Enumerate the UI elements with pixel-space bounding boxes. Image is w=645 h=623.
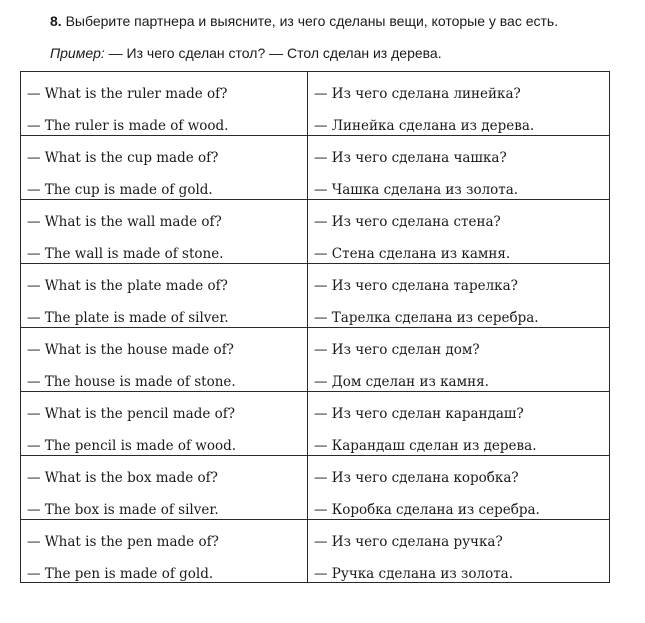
russian-answer: — Коробка сделана из серебра. xyxy=(314,502,540,518)
english-answer: — The wall is made of stone. xyxy=(27,246,224,262)
russian-dialog-cell xyxy=(308,520,610,583)
table-row xyxy=(21,264,610,328)
russian-dialog-cell xyxy=(308,456,610,520)
table-row xyxy=(21,520,610,583)
russian-question: — Из чего сделана линейка? xyxy=(314,86,521,102)
russian-question: — Из чего сделан дом? xyxy=(314,342,480,358)
english-answer: — The pencil is made of wood. xyxy=(27,438,237,454)
example-text: — Из чего сделан стол? — Стол сделан из дерева. xyxy=(108,45,442,61)
english-question: — What is the wall made of? xyxy=(27,214,222,230)
english-answer: — The ruler is made of wood. xyxy=(27,118,229,134)
russian-answer: — Дом сделан из камня. xyxy=(314,374,489,390)
table-row xyxy=(21,392,610,456)
english-question: — What is the plate made of? xyxy=(27,278,228,294)
english-dialog-cell xyxy=(21,456,308,520)
english-question: — What is the pen made of? xyxy=(27,534,219,550)
english-dialog-cell xyxy=(21,200,308,264)
example-line xyxy=(50,44,442,62)
russian-answer: — Ручка сделана из золота. xyxy=(314,566,513,582)
russian-dialog-cell xyxy=(308,136,610,200)
english-answer: — The pen is made of gold. xyxy=(27,566,214,582)
russian-answer: — Карандаш сделан из дерева. xyxy=(314,438,537,454)
dialogs-table xyxy=(20,71,610,583)
dialogs-table-body xyxy=(21,72,610,583)
exercise-text: Выберите партнера и выясните, из чего сделаны вещи, которые у вас есть. xyxy=(65,13,559,29)
english-question: — What is the house made of? xyxy=(27,342,234,358)
english-dialog-cell xyxy=(21,136,308,200)
russian-dialog-cell xyxy=(308,72,610,136)
english-dialog-cell xyxy=(21,72,308,136)
russian-question: — Из чего сделан карандаш? xyxy=(314,406,524,422)
english-dialog-cell xyxy=(21,520,308,583)
russian-question: — Из чего сделана стена? xyxy=(314,214,501,230)
english-answer: — The house is made of stone. xyxy=(27,374,236,390)
english-answer: — The box is made of silver. xyxy=(27,502,219,518)
english-question: — What is the cup made of? xyxy=(27,150,219,166)
english-dialog-cell xyxy=(21,328,308,392)
russian-answer: — Тарелка сделана из серебра. xyxy=(314,310,539,326)
english-question: — What is the pencil made of? xyxy=(27,406,236,422)
english-dialog-cell xyxy=(21,264,308,328)
english-question: — What is the ruler made of? xyxy=(27,86,228,102)
table-row xyxy=(21,200,610,264)
russian-question: — Из чего сделана коробка? xyxy=(314,470,519,486)
table-row xyxy=(21,456,610,520)
table-row xyxy=(21,136,610,200)
table-row xyxy=(21,328,610,392)
russian-answer: — Линейка сделана из дерева. xyxy=(314,118,535,134)
russian-answer: — Чашка сделана из золота. xyxy=(314,182,519,198)
russian-question: — Из чего сделана ручка? xyxy=(314,534,503,550)
english-dialog-cell xyxy=(21,392,308,456)
russian-dialog-cell xyxy=(308,392,610,456)
english-answer: — The cup is made of gold. xyxy=(27,182,213,198)
english-question: — What is the box made of? xyxy=(27,470,218,486)
russian-question: — Из чего сделана тарелка? xyxy=(314,278,518,294)
russian-dialog-cell xyxy=(308,264,610,328)
exercise-instruction xyxy=(50,12,558,30)
russian-answer: — Стена сделана из камня. xyxy=(314,246,511,262)
russian-question: — Из чего сделана чашка? xyxy=(314,150,507,166)
english-answer: — The plate is made of silver. xyxy=(27,310,229,326)
exercise-number: 8. xyxy=(50,13,62,29)
example-label: Пример: xyxy=(50,45,105,61)
table-row xyxy=(21,72,610,136)
russian-dialog-cell xyxy=(308,328,610,392)
russian-dialog-cell xyxy=(308,200,610,264)
